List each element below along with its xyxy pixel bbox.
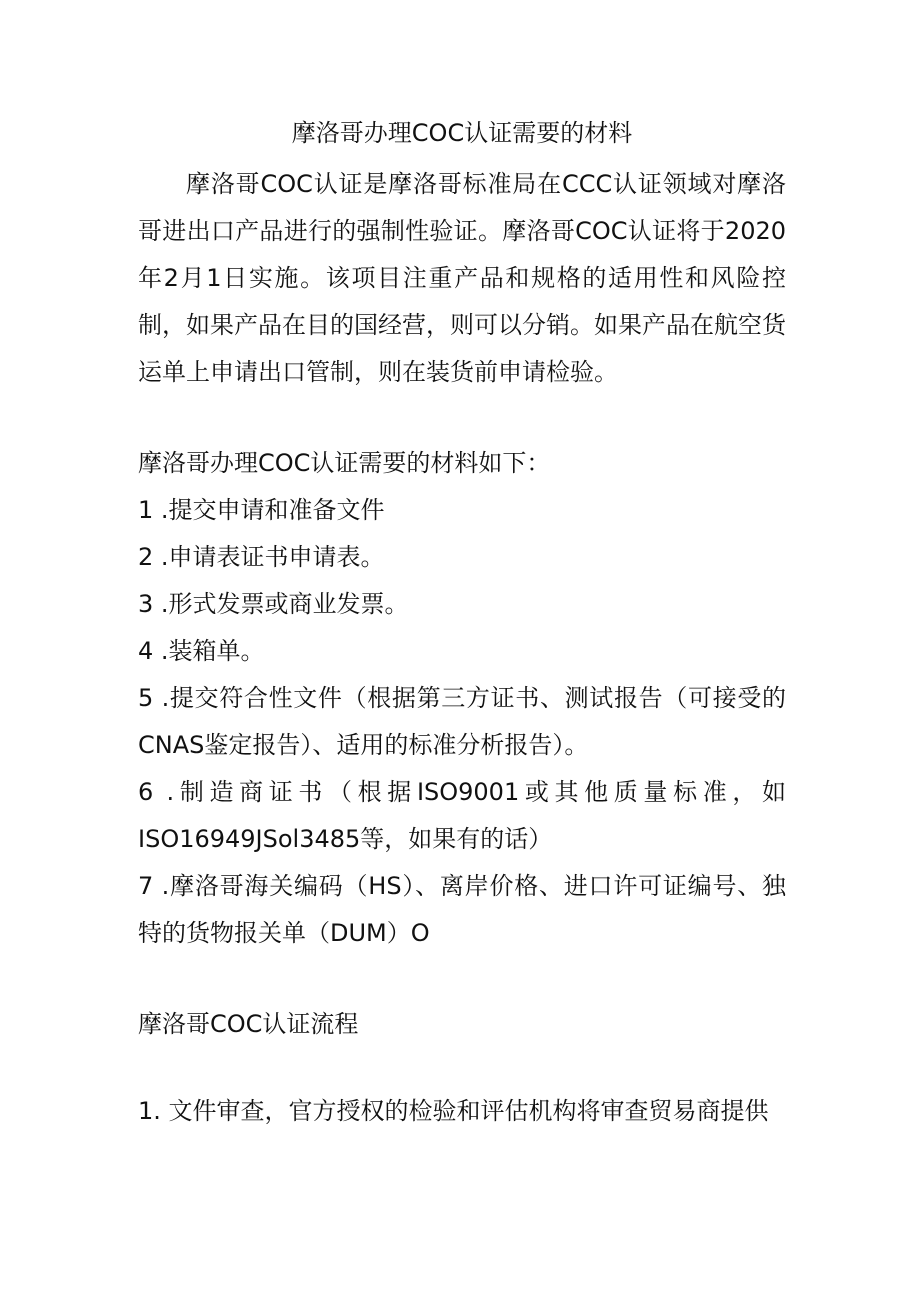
list-item-number: 1 <box>138 496 154 524</box>
list-item-number: 6 <box>138 778 154 806</box>
list-item <box>138 863 786 957</box>
list-item-text: .提交符合性文件（根据第三方证书、测试报告（可接受的CNAS鉴定报告）、适用的标准分析报告）。 <box>138 684 786 759</box>
materials-heading: 摩洛哥办理COC认证需要的材料如下： <box>138 449 551 477</box>
list-item-text: .形式发票或商业发票。 <box>153 590 409 618</box>
list-item-text: .制造商证书（根据ISO9001或其他质量标准，如ISO16949JSol3485等，如果有的话） <box>138 778 786 853</box>
list-item-text: .摩洛哥海关编码（HS）、离岸价格、进口许可证编号、独特的货物报关单（DUM）O <box>138 872 786 947</box>
document-body <box>138 110 786 1135</box>
list-item-text: .装箱单。 <box>153 637 265 665</box>
document-title: 摩洛哥办理COC认证需要的材料 <box>291 119 633 147</box>
list-item-number: 5 <box>138 684 154 712</box>
list-item <box>138 769 786 863</box>
list-item-text: .申请表证书申请表。 <box>153 543 385 571</box>
list-item <box>138 675 786 769</box>
list-item-number: 3 <box>138 590 154 618</box>
list-item-number: 2 <box>138 543 154 571</box>
spacer <box>138 957 786 1001</box>
list-item-number: 7 <box>138 872 154 900</box>
list-item <box>138 628 786 675</box>
intro-paragraph: 摩洛哥COC认证是摩洛哥标准局在CCC认证领域对摩洛哥进出口产品进行的强制性验证。摩洛哥COC认证将于2020年2月1日实施。该项目注重产品和规格的适用性和风险控制，如果产品在目的国经营，则可以分销。如果产品在航空货运单上申请出口管制，则在装货前申请检验。 <box>138 170 786 386</box>
list-item-number: 4 <box>138 637 154 665</box>
list-item <box>138 487 786 534</box>
materials-list <box>138 487 786 957</box>
process-heading: 摩洛哥COC认证流程 <box>138 1010 359 1038</box>
list-item <box>138 534 786 581</box>
process-step: 1. 文件审查，官方授权的检验和评估机构将审查贸易商提供 <box>138 1097 769 1125</box>
spacer <box>138 396 786 440</box>
list-item-text: .提交申请和准备文件 <box>153 496 385 524</box>
list-item <box>138 581 786 628</box>
spacer <box>138 1048 786 1088</box>
